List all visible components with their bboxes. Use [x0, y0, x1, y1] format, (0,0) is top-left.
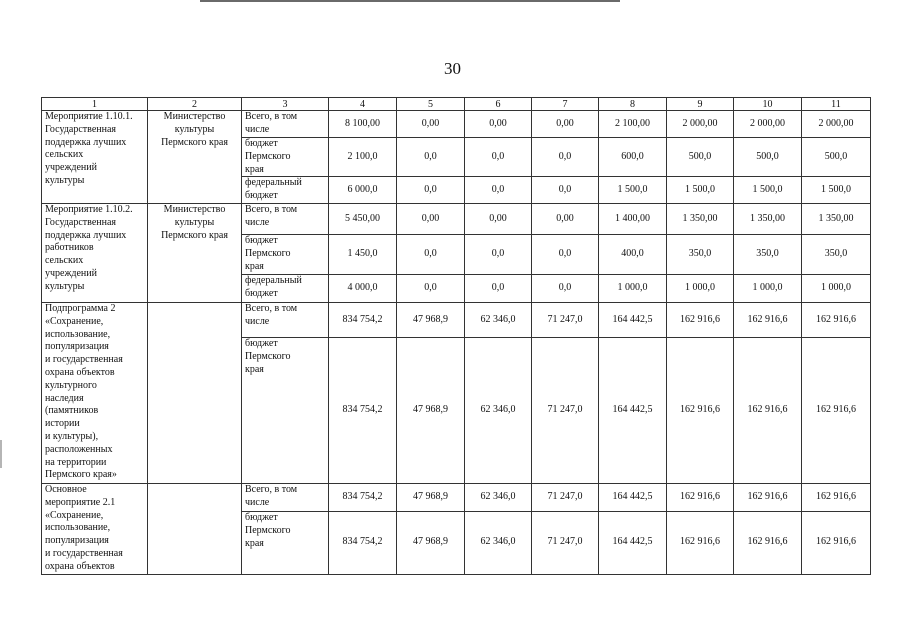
- value-cell: 500,0: [734, 138, 802, 177]
- funding-source-cell: Всего, в том числе: [242, 203, 329, 234]
- value-cell: 1 350,00: [667, 203, 734, 234]
- value-cell: 71 247,0: [532, 512, 599, 574]
- value-cell: 1 500,0: [802, 177, 871, 204]
- column-header: 7: [532, 98, 599, 111]
- value-cell: 0,00: [465, 203, 532, 234]
- value-cell: 164 442,5: [599, 483, 667, 511]
- value-cell: 1 500,0: [667, 177, 734, 204]
- value-cell: 162 916,6: [802, 483, 871, 511]
- value-cell: 0,00: [465, 111, 532, 138]
- value-cell: 162 916,6: [734, 512, 802, 574]
- value-cell: 0,0: [397, 234, 465, 274]
- value-cell: 162 916,6: [734, 483, 802, 511]
- value-cell: 62 346,0: [465, 302, 532, 337]
- funding-source-cell: бюджет Пермского края: [242, 138, 329, 177]
- value-cell: 350,0: [802, 234, 871, 274]
- column-header: 4: [329, 98, 397, 111]
- value-cell: 71 247,0: [532, 302, 599, 337]
- value-cell: 47 968,9: [397, 483, 465, 511]
- value-cell: 71 247,0: [532, 337, 599, 483]
- value-cell: 0,0: [397, 274, 465, 302]
- value-cell: 400,0: [599, 234, 667, 274]
- page-number: 30: [444, 59, 461, 78]
- executor-cell: [148, 302, 242, 483]
- value-cell: 0,0: [397, 138, 465, 177]
- value-cell: 500,0: [667, 138, 734, 177]
- funding-source-cell: Всего, в том числе: [242, 111, 329, 138]
- value-cell: 0,0: [532, 234, 599, 274]
- value-cell: 6 000,0: [329, 177, 397, 204]
- value-cell: 0,0: [532, 138, 599, 177]
- header-row: [42, 98, 871, 111]
- value-cell: 0,0: [532, 274, 599, 302]
- value-cell: 834 754,2: [329, 512, 397, 574]
- table-row: [42, 302, 871, 337]
- value-cell: 500,0: [802, 138, 871, 177]
- value-cell: 1 500,0: [734, 177, 802, 204]
- value-cell: 162 916,6: [667, 337, 734, 483]
- value-cell: 62 346,0: [465, 483, 532, 511]
- value-cell: 162 916,6: [802, 302, 871, 337]
- activity-name-cell: Основное мероприятие 2.1 «Сохранение, использование, популяризация и государственная охрана объектов: [42, 483, 148, 574]
- value-cell: 1 500,0: [599, 177, 667, 204]
- value-cell: 162 916,6: [667, 483, 734, 511]
- value-cell: 162 916,6: [802, 337, 871, 483]
- top-scan-line: [200, 0, 620, 2]
- activity-name-cell: Мероприятие 1.10.2. Государственная поддержка лучших работников сельских учреждений культуры: [42, 203, 148, 302]
- activity-name-cell: Подпрограмма 2 «Сохранение, использование, популяризация и государственная охрана объектов культурного наследия (памятников истории и культуры), расположенных на территории Пермского края»: [42, 302, 148, 483]
- value-cell: 162 916,6: [667, 512, 734, 574]
- value-cell: 1 000,0: [734, 274, 802, 302]
- value-cell: 2 000,00: [734, 111, 802, 138]
- activity-name-cell: Мероприятие 1.10.1. Государственная поддержка лучших сельских учреждений культуры: [42, 111, 148, 204]
- value-cell: 1 000,0: [667, 274, 734, 302]
- value-cell: 47 968,9: [397, 302, 465, 337]
- column-header: 5: [397, 98, 465, 111]
- value-cell: 164 442,5: [599, 512, 667, 574]
- funding-source-cell: федеральный бюджет: [242, 177, 329, 204]
- value-cell: 162 916,6: [802, 512, 871, 574]
- value-cell: 834 754,2: [329, 302, 397, 337]
- value-cell: 1 000,0: [599, 274, 667, 302]
- value-cell: 162 916,6: [734, 302, 802, 337]
- value-cell: 47 968,9: [397, 512, 465, 574]
- value-cell: 2 000,00: [802, 111, 871, 138]
- column-header: 2: [148, 98, 242, 111]
- left-edge-mark: [0, 440, 2, 468]
- value-cell: 2 100,00: [599, 111, 667, 138]
- value-cell: 5 450,00: [329, 203, 397, 234]
- value-cell: 0,0: [465, 234, 532, 274]
- value-cell: 1 450,0: [329, 234, 397, 274]
- value-cell: 0,0: [397, 177, 465, 204]
- value-cell: 162 916,6: [734, 337, 802, 483]
- column-header: 9: [667, 98, 734, 111]
- value-cell: 0,00: [532, 203, 599, 234]
- value-cell: 164 442,5: [599, 302, 667, 337]
- funding-source-cell: Всего, в том числе: [242, 302, 329, 337]
- value-cell: 1 350,00: [734, 203, 802, 234]
- value-cell: 0,0: [532, 177, 599, 204]
- value-cell: 162 916,6: [667, 302, 734, 337]
- executor-cell: [148, 483, 242, 574]
- value-cell: 0,0: [465, 177, 532, 204]
- column-header: 10: [734, 98, 802, 111]
- executor-cell: Министерство культуры Пермского края: [148, 203, 242, 302]
- funding-source-cell: бюджет Пермского края: [242, 234, 329, 274]
- value-cell: 350,0: [734, 234, 802, 274]
- table-row: [42, 111, 871, 138]
- value-cell: 2 100,0: [329, 138, 397, 177]
- column-header: 11: [802, 98, 871, 111]
- value-cell: 0,0: [465, 138, 532, 177]
- value-cell: 0,00: [397, 111, 465, 138]
- value-cell: 62 346,0: [465, 512, 532, 574]
- value-cell: 600,0: [599, 138, 667, 177]
- funding-source-cell: Всего, в том числе: [242, 483, 329, 511]
- column-header: 3: [242, 98, 329, 111]
- table-row: [42, 203, 871, 234]
- value-cell: 834 754,2: [329, 483, 397, 511]
- value-cell: 4 000,0: [329, 274, 397, 302]
- value-cell: 47 968,9: [397, 337, 465, 483]
- budget-table: [41, 97, 871, 575]
- value-cell: 62 346,0: [465, 337, 532, 483]
- funding-source-cell: бюджет Пермского края: [242, 337, 329, 483]
- value-cell: 2 000,00: [667, 111, 734, 138]
- value-cell: 1 350,00: [802, 203, 871, 234]
- column-header: 1: [42, 98, 148, 111]
- executor-cell: Министерство культуры Пермского края: [148, 111, 242, 204]
- column-header: 8: [599, 98, 667, 111]
- value-cell: 8 100,00: [329, 111, 397, 138]
- value-cell: 0,0: [465, 274, 532, 302]
- value-cell: 350,0: [667, 234, 734, 274]
- funding-source-cell: бюджет Пермского края: [242, 512, 329, 574]
- value-cell: 1 000,0: [802, 274, 871, 302]
- value-cell: 0,00: [397, 203, 465, 234]
- funding-source-cell: федеральный бюджет: [242, 274, 329, 302]
- value-cell: 1 400,00: [599, 203, 667, 234]
- value-cell: 0,00: [532, 111, 599, 138]
- value-cell: 834 754,2: [329, 337, 397, 483]
- table-row: [42, 483, 871, 511]
- column-header: 6: [465, 98, 532, 111]
- value-cell: 71 247,0: [532, 483, 599, 511]
- value-cell: 164 442,5: [599, 337, 667, 483]
